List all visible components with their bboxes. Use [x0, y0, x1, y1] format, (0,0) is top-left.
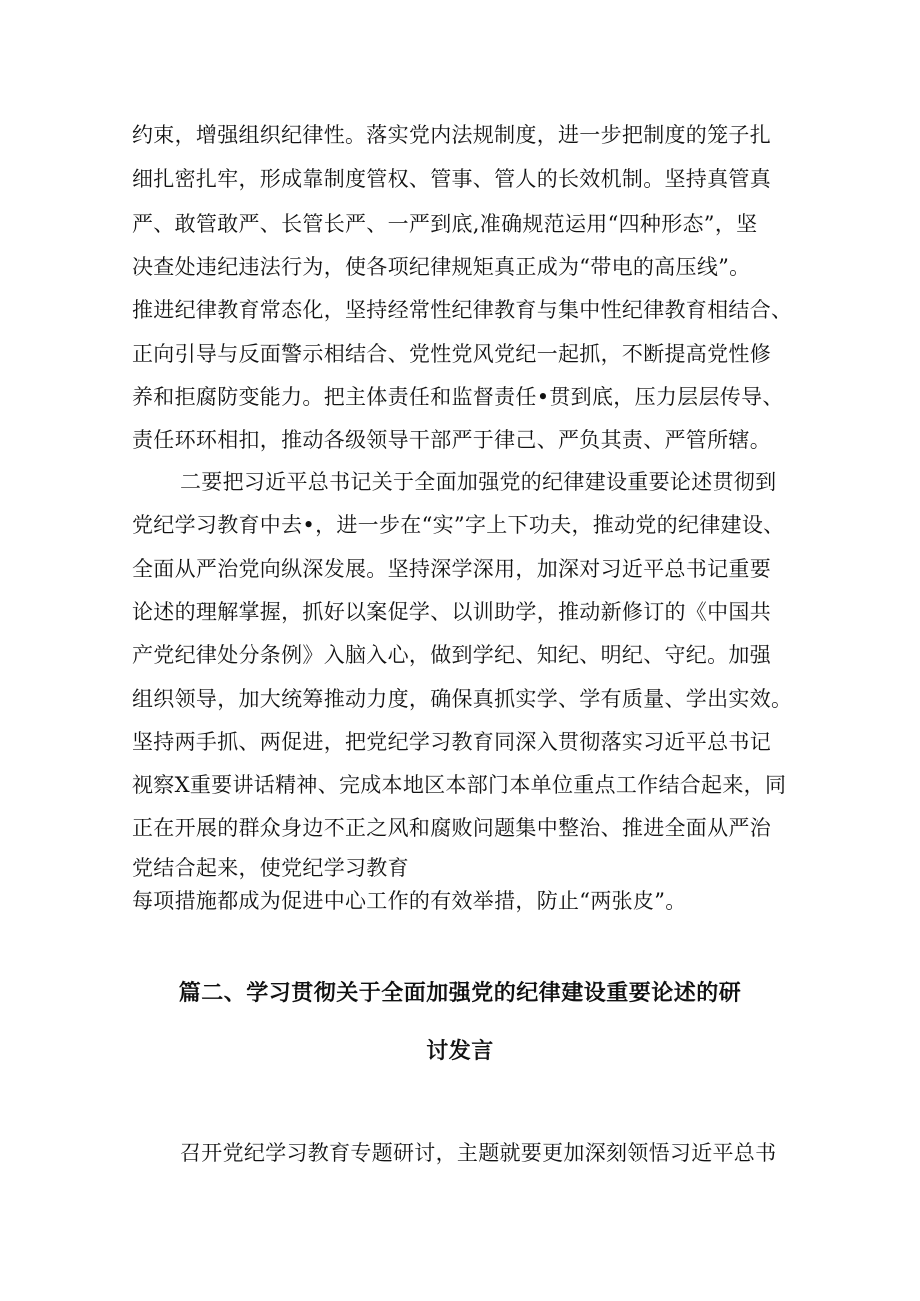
text-line: 正向引导与反面警示相结合、党性党风党纪一起抓，不断提高党性修	[132, 342, 771, 366]
section-heading-line-2: 讨发言	[426, 1039, 494, 1064]
text-line: 细扎密扎牢，形成靠制度管权、管事、管人的长效机制。坚持真管真	[132, 167, 771, 191]
text-line: 论述的理解掌握，抓好以案促学、以训助学，推动新修订的《中国共	[132, 600, 771, 624]
text-line: 召开党纪学习教育专题研讨，主题就要更加深刻领悟习近平总书	[180, 1141, 777, 1165]
section-heading-line-1: 篇二、学习贯彻关于全面加强党的纪律建设重要论述的研	[178, 981, 742, 1006]
text-line: 全面从严治党向纵深发展。坚持深学深用，加深对习近平总书记重要	[132, 557, 771, 581]
text-line: 组织领导，加大统筹推动力度，确保真抓实学、学有质量、学出实效。	[132, 687, 793, 711]
text-line: 每项措施都成为促进中心工作的有效举措，防止“两张皮”。	[132, 889, 687, 913]
text-line: 党纪学习教育中去•，进一步在“实”字上下功夫，推动党的纪律建设、	[132, 513, 785, 537]
text-line: 严、敢管敢严、长管长严、一严到底,准确规范运用“四种形态”，坚	[132, 212, 758, 236]
text-line: 约束，增强组织纪律性。落实党内法规制度，进一步把制度的笼子扎	[132, 123, 771, 147]
text-line: 视察X重要讲话精神、完成本地区本部门本单位重点工作结合起来，同	[132, 773, 787, 797]
text-line: 决查处违纪违法行为，使各项纪律规矩真正成为“带电的高压线”。	[132, 255, 751, 279]
text-line: 二要把习近平总书记关于全面加强党的纪律建设重要论述贯彻到	[180, 470, 777, 494]
text-line: 养和拒腐防变能力。把主体责任和监督责任•贯到底，压力层层传导、	[132, 385, 784, 409]
text-line: 推进纪律教育常态化，坚持经常性纪律教育与集中性纪律教育相结合、	[132, 298, 793, 322]
text-line: 产党纪律处分条例》入脑入心，做到学纪、知纪、明纪、守纪。加强	[132, 643, 771, 667]
text-line: 正在开展的群众身边不正之风和腐败问题集中整治、推进全面从严治	[132, 816, 771, 840]
text-line: 责任环环相扣，推动各级领导干部严于律己、严负其责、严管所辖。	[132, 428, 771, 452]
text-line: 党结合起来，使党纪学习教育	[132, 856, 409, 880]
text-line: 坚持两手抓、两促进，把党纪学习教育同深入贯彻落实习近平总书记	[132, 730, 771, 754]
